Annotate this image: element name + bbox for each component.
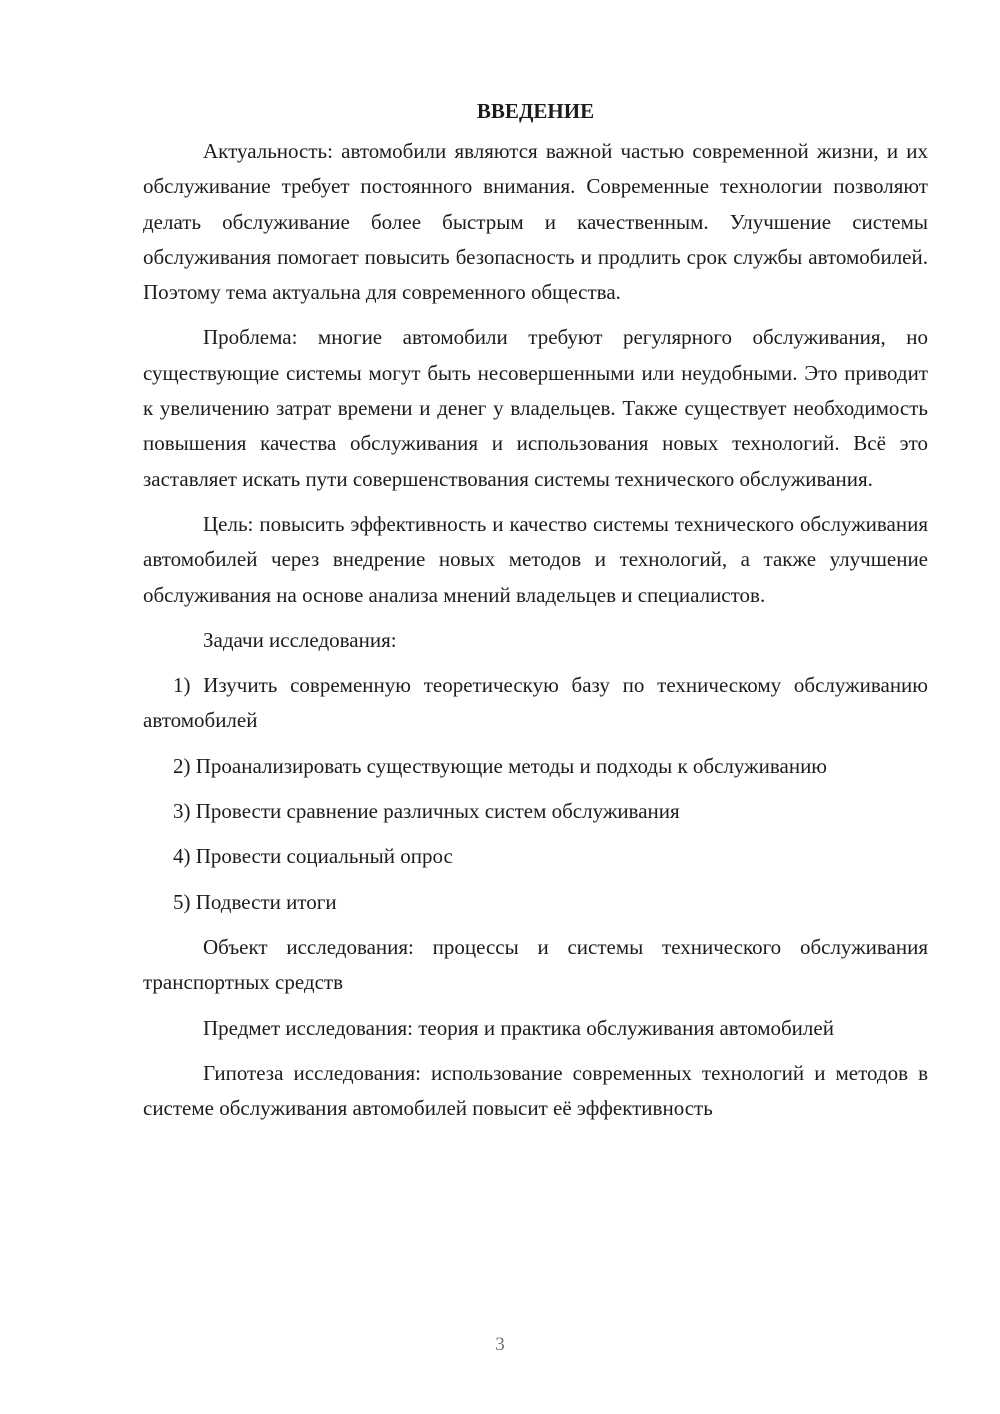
- document-page: [143, 96, 928, 1136]
- paragraph-goal: Цель: повысить эффективность и качество системы технического обслуживания автомобилей через внедрение новых методов и технологий, а также улучшение обслуживания на основе анализа мнений владельцев и специалистов.: [143, 511, 928, 607]
- task-item-1: 1) Изучить современную теоретическую базу по техническому обслуживанию автомобилей: [143, 673, 928, 733]
- paragraph-object: Объект исследования: процессы и системы технического обслуживания транспортных средств: [143, 934, 928, 995]
- paragraph-problem: Проблема: многие автомобили требуют регулярного обслуживания, но существующие системы могут быть несовершенными или неудобными. Это приводит к увеличению затрат времени и денег у владельцев. Также существует необходимость повышения качества обслуживания и использования новых технологий. Всё это заставляет искать пути совершенствования системы технического обслуживания.: [143, 325, 928, 491]
- page-number: 3: [495, 1334, 505, 1355]
- paragraph-hypothesis: Гипотеза исследования: использование современных технологий и методов в системе обслуживания автомобилей повысит её эффективность: [143, 1060, 928, 1121]
- task-item-4: 4) Провести социальный опрос: [173, 844, 453, 869]
- page-title: ВВЕДЕНИЕ: [476, 99, 595, 123]
- paragraph-relevance: Актуальность: автомобили являются важной частью современной жизни, и их обслуживание требует постоянного внимания. Современные технологии позволяют делать обслуживание более быстрым и качественным. Улучшение системы обслуживания помогает повысить безопасность и продлить срок службы автомобилей. Поэтому тема актуальна для современного общества.: [143, 139, 928, 305]
- paragraph-subject: Предмет исследования: теория и практика обслуживания автомобилей: [203, 1015, 834, 1040]
- task-item-3: 3) Провести сравнение различных систем обслуживания: [173, 799, 680, 824]
- task-item-5: 5) Подвести итоги: [173, 889, 337, 914]
- paragraph-tasks-intro: Задачи исследования:: [203, 627, 397, 652]
- task-item-2: 2) Проанализировать существующие методы и подходы к обслуживанию: [173, 753, 827, 778]
